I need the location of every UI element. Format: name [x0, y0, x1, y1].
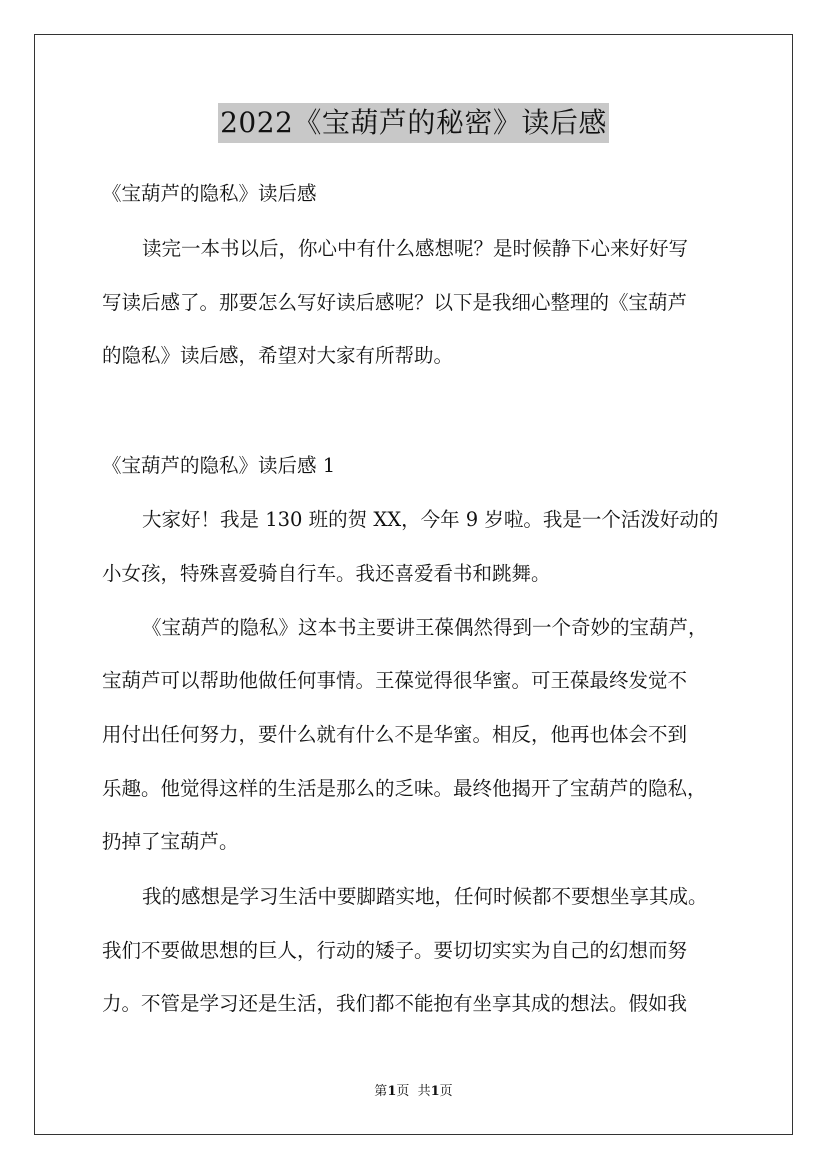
para2-line-2: 宝葫芦可以帮助他做任何事情。王葆觉得很华蜜。可王葆最终发觉不	[102, 669, 688, 692]
footer-prefix: 第	[374, 1084, 388, 1099]
footer-mid: 页 共	[396, 1084, 431, 1099]
document-subtitle: 《宝葫芦的隐私》读后感	[102, 182, 317, 205]
document-title: 2022《宝葫芦的秘密》读后感	[218, 103, 609, 143]
footer-suffix: 页	[439, 1084, 453, 1099]
para2-line-1: 《宝葫芦的隐私》这本书主要讲王葆偶然得到一个奇妙的宝葫芦，	[142, 616, 708, 639]
para2-line-3: 用付出任何努力，要什么就有什么不是华蜜。相反，他再也体会不到	[102, 723, 688, 746]
para1-line-1: 大家好！我是 130 班的贺 XX，今年 9 岁啦。我是一个活泼好动的	[142, 508, 719, 531]
title-container	[0, 103, 827, 143]
para2-line-4: 乐趣。他觉得这样的生活是那么的乏味。最终他揭开了宝葫芦的隐私，	[102, 777, 707, 800]
footer-page-number: 1	[387, 1084, 397, 1099]
para2-line-5: 扔掉了宝葫芦。	[102, 830, 239, 853]
section-heading: 《宝葫芦的隐私》读后感 1	[102, 454, 336, 477]
page-footer	[0, 1083, 827, 1101]
intro-line-3: 的隐私》读后感，希望对大家有所帮助。	[102, 344, 454, 367]
intro-line-2: 写读后感了。那要怎么写好读后感呢？以下是我细心整理的《宝葫芦	[102, 291, 688, 314]
footer-page-total: 1	[430, 1084, 440, 1099]
para3-line-3: 力。不管是学习还是生活，我们都不能抱有坐享其成的想法。假如我	[102, 992, 688, 1015]
intro-line-1: 读完一本书以后，你心中有什么感想呢？是时候静下心来好好写	[142, 237, 689, 260]
para3-line-2: 我们不要做思想的巨人，行动的矮子。要切切实实为自己的幻想而努	[102, 939, 688, 962]
para3-line-1: 我的感想是学习生活中要脚踏实地，任何时候都不要想坐享其成。	[142, 885, 708, 908]
para1-line-2: 小女孩，特殊喜爱骑自行车。我还喜爱看书和跳舞。	[102, 562, 551, 585]
